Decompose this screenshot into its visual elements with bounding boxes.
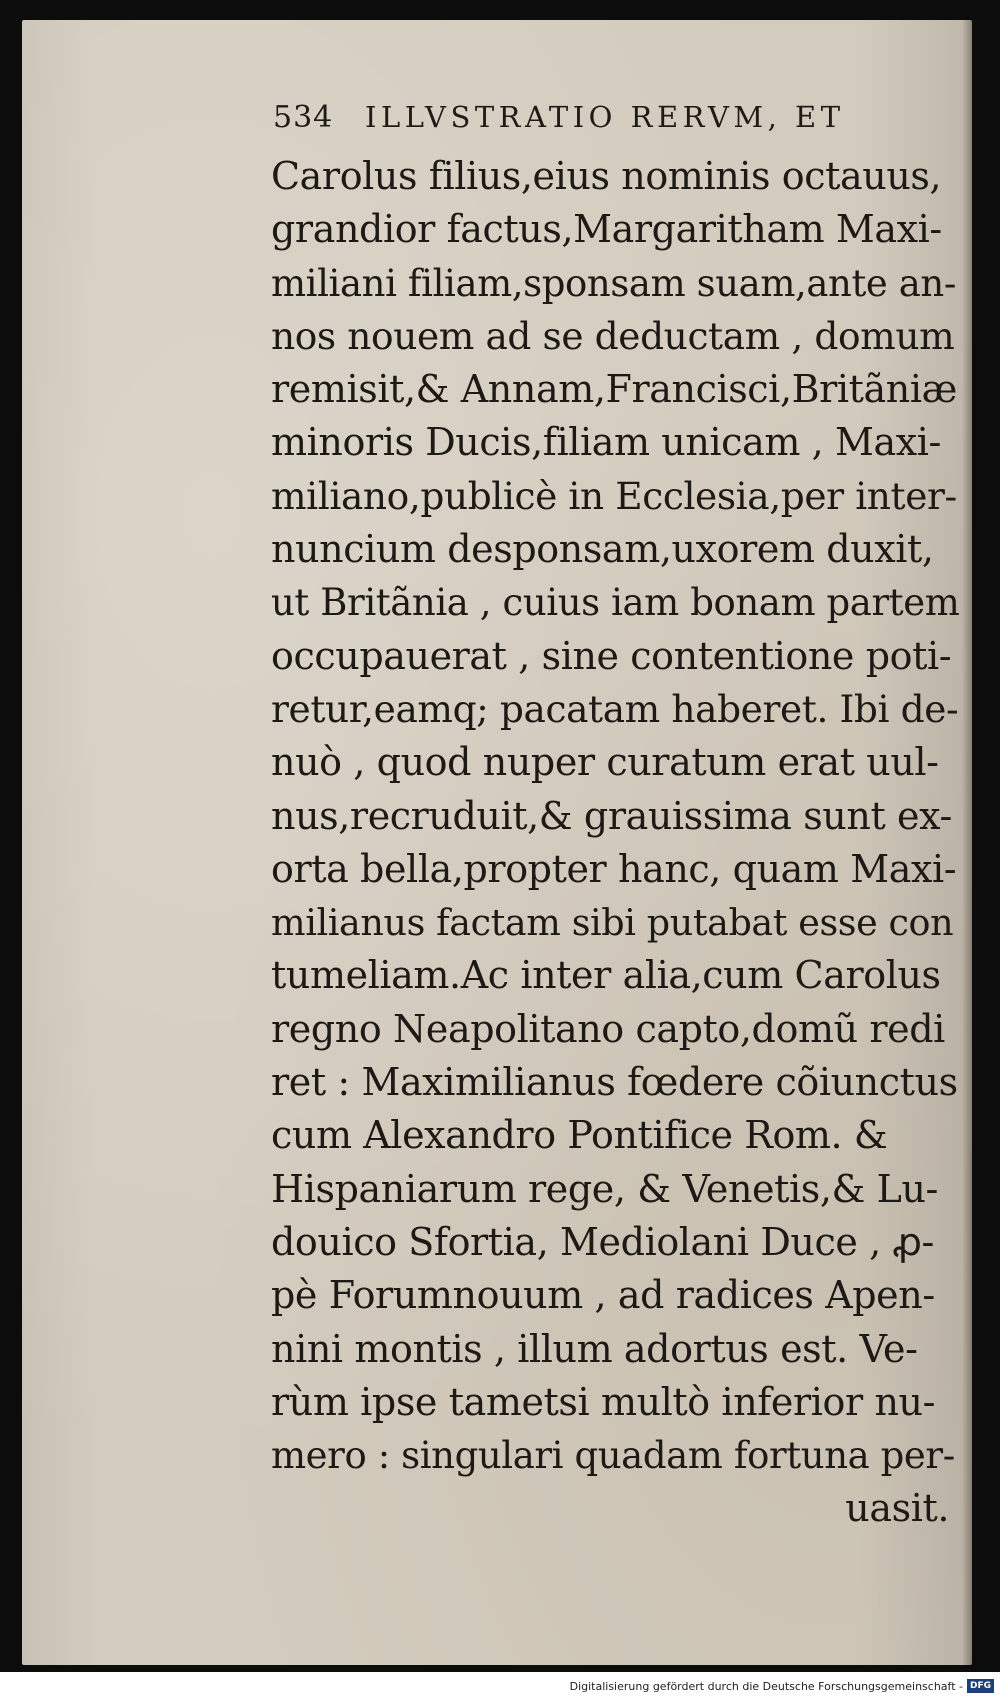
digitization-footer: [570, 1678, 994, 1694]
text-line-catchword: uasit.: [845, 1486, 949, 1531]
text-line: rùm ipse tametsi multò inferior nu-: [271, 1379, 936, 1424]
running-head: [273, 100, 893, 140]
text-line: nini montis , illum adortus est. Ve-: [271, 1326, 918, 1371]
dfg-logo: DFG: [967, 1679, 994, 1693]
text-line: nuò , quod nuper curatum erat uul-: [271, 740, 939, 785]
text-line: ret : Maximilianus fœdere cõiunctus: [271, 1060, 958, 1105]
body-text: [271, 150, 961, 1536]
text-line: miliano,publicè in Ecclesia,per inter-: [271, 473, 957, 518]
page-number: 534: [273, 100, 334, 135]
text-line: orta bella,propter hanc, quam Maxi-: [271, 846, 957, 891]
text-line: regno Neapolitano capto,domũ redi: [271, 1006, 945, 1051]
text-line: cum Alexandro Pontifice Rom. &: [271, 1113, 888, 1158]
text-line: Carolus filius,eius nominis octauus,: [271, 154, 942, 198]
page-edge-shadow: [962, 20, 972, 1665]
text-line: minoris Ducis,filiam unicam , Maxi-: [271, 420, 941, 465]
text-line: retur,eamq; pacatam haberet. Ibi de-: [271, 686, 959, 731]
text-line: douico Sfortia, Mediolani Duce , ꝓ-: [271, 1219, 934, 1264]
text-line: miliani filiam,sponsam suam,ante an-: [271, 261, 956, 305]
text-line: tumeliam.Ac inter alia,cum Carolus: [271, 953, 941, 998]
text-line: occupauerat , sine contentione poti-: [271, 633, 952, 678]
running-head-title: ILLVSTRATIO RERVM, ET: [365, 100, 845, 134]
text-line: pè Forumnouum , ad radices Apen-: [271, 1273, 935, 1318]
footer-credit-text: Digitalisierung gefördert durch die Deutsche Forschungsgemeinschaft -: [569, 1679, 963, 1693]
text-line: remisit,& Annam,Francisci,Britãniæ: [271, 367, 957, 412]
text-line: mero : singulari quadam fortuna per-: [271, 1434, 955, 1478]
text-line: milianus factam sibi putabat esse con: [271, 901, 954, 945]
text-line: nus,recruduit,& grauissima sunt ex-: [271, 793, 952, 838]
text-line: ut Britãnia , cuius iam bonam partem: [271, 581, 960, 625]
text-line: Hispaniarum rege, & Venetis,& Lu-: [271, 1166, 938, 1211]
text-line: nos nouem ad se deductam , domum: [271, 313, 955, 358]
text-line: grandior factus,Margaritham Maxi-: [271, 207, 942, 252]
text-line: nuncium desponsam,uxorem duxit,: [271, 527, 934, 572]
